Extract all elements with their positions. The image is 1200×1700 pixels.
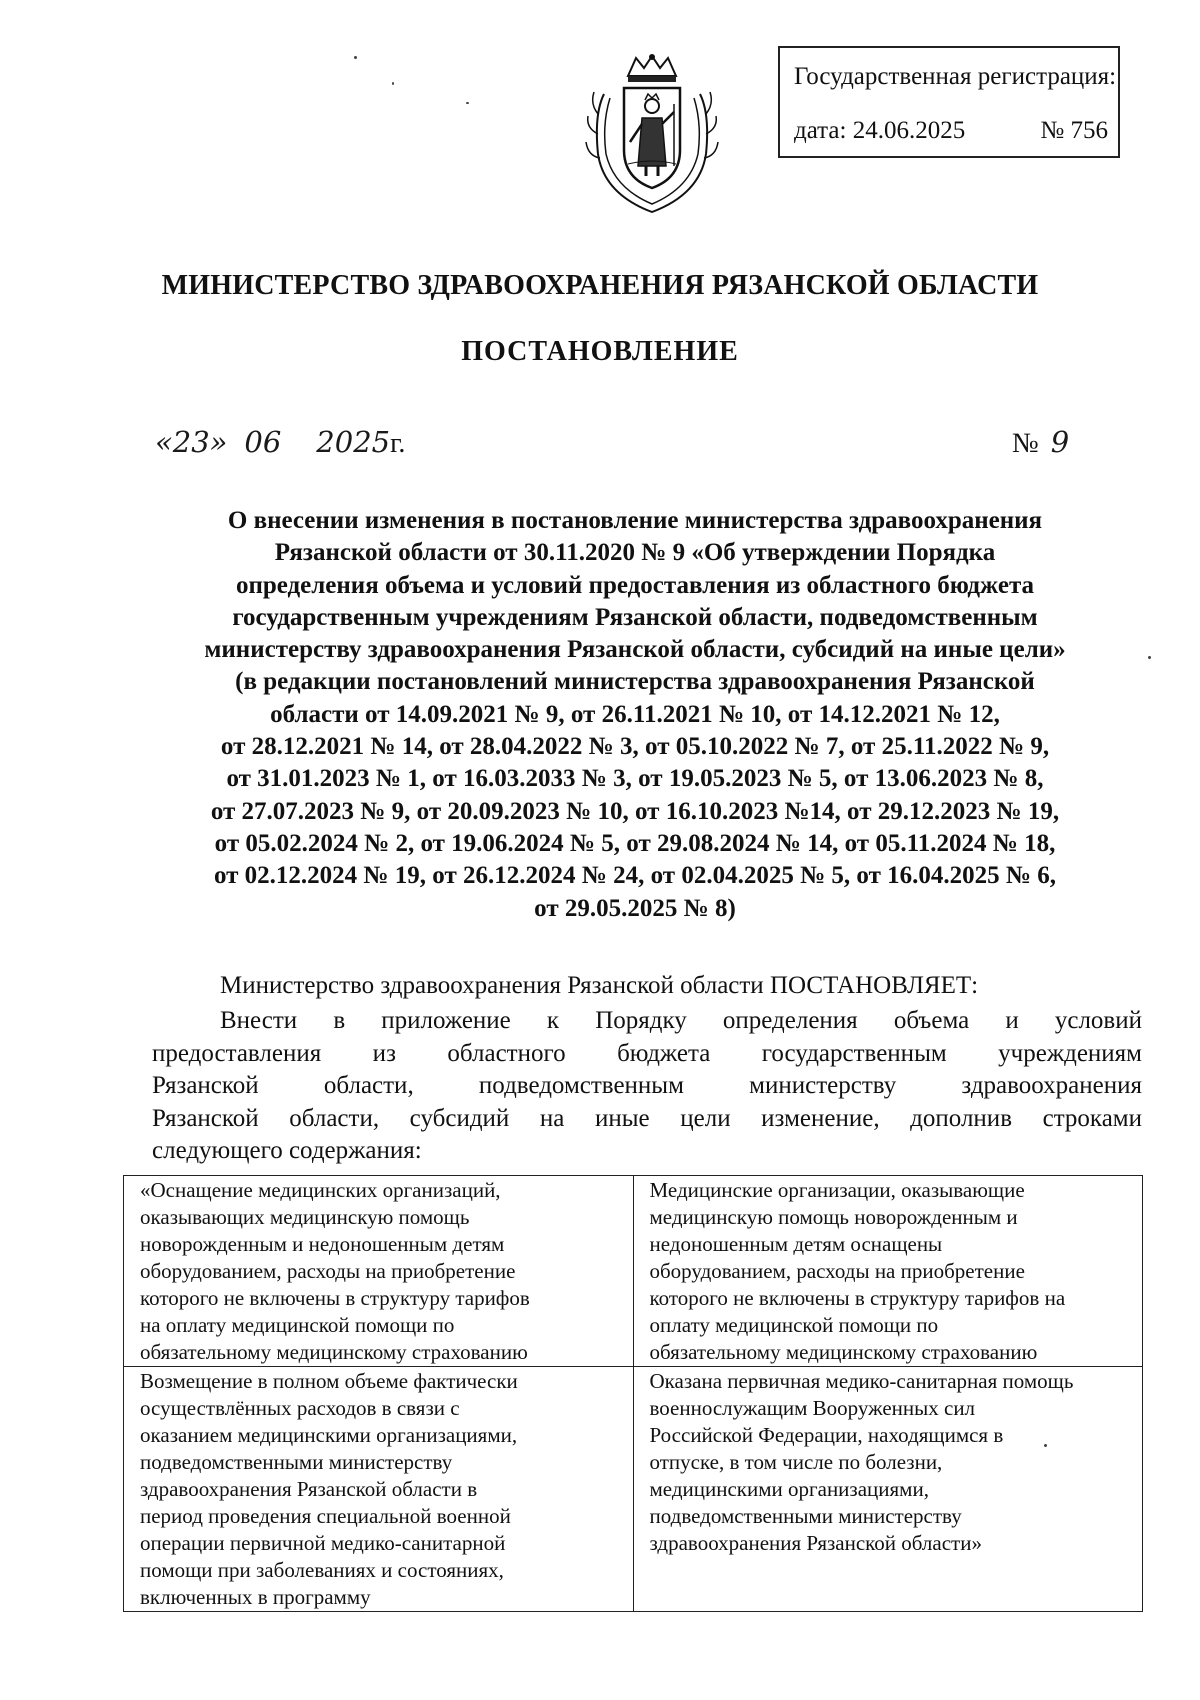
- title-line: от 27.07.2023 № 9, от 20.09.2023 № 10, от 16.10.2023 №14, от 29.12.2023 № 19,: [210, 797, 1060, 825]
- cell-line: оборудованием, расходы на приобретение: [140, 1259, 516, 1283]
- paragraph-line: Рязанской области, подведомственным министерству здравоохранения: [152, 1072, 1142, 1099]
- cell-line: период проведения специальной военной: [140, 1504, 511, 1528]
- cell-line: на оплату медицинской помощи по: [140, 1313, 455, 1337]
- document-type: ПОСТАНОВЛЕНИЕ: [461, 336, 739, 367]
- title-line: от 29.05.2025 № 8): [534, 894, 736, 922]
- cell-line: Российской Федерации, находящимся в: [649, 1423, 1004, 1447]
- decree-statement: Министерство здравоохранения Рязанской области ПОСТАНОВЛЯЕТ:: [220, 972, 979, 999]
- cell-line: недоношенным детям оснащены: [649, 1232, 943, 1256]
- decree-number-label: №: [1012, 428, 1039, 459]
- title-line: Рязанской области от 30.11.2020 № 9 «Об утверждении Порядка: [274, 539, 996, 567]
- cell-line: Возмещение в полном объеме фактически: [140, 1369, 518, 1393]
- coat-of-arms-icon: [584, 54, 720, 216]
- table-cell-result: [633, 1367, 1143, 1612]
- registration-title: Государственная регистрация:: [794, 63, 1117, 90]
- paragraph-line: предоставления из областного бюджета государственным учреждениям: [152, 1039, 1142, 1067]
- signing-day: «23»: [155, 425, 228, 459]
- cell-line: обязательному медицинскому страхованию: [140, 1340, 528, 1364]
- cell-line: медицинскую помощь новорожденным и: [649, 1205, 1018, 1229]
- cell-line: отпуске, в том числе по болезни,: [649, 1450, 943, 1474]
- cell-line: подведомственными министерству: [649, 1504, 962, 1528]
- cell-line: оборудованием, расходы на приобретение: [649, 1259, 1025, 1283]
- title-line: О внесении изменения в постановление министерства здравоохранения: [227, 507, 1043, 534]
- signing-year: 2025: [316, 425, 391, 459]
- registration-number: № 756: [1040, 117, 1108, 144]
- cell-line: подведомственными министерству: [140, 1450, 453, 1474]
- cell-line: осуществлённых расходов в связи с: [140, 1396, 460, 1420]
- table-cell-purpose: [124, 1176, 634, 1367]
- changes-table: [123, 1175, 1143, 1612]
- cell-line: обязательному медицинскому страхованию: [649, 1340, 1038, 1364]
- cell-line: здравоохранения Рязанской области»: [649, 1531, 982, 1555]
- table-row: [124, 1176, 1143, 1367]
- registration-stamp: [778, 46, 1120, 158]
- paragraph-line: следующего содержания:: [152, 1137, 422, 1164]
- signing-year-suffix: г.: [390, 428, 406, 459]
- document-title: [140, 505, 1130, 925]
- cell-line: здравоохранения Рязанской области в: [140, 1477, 478, 1501]
- cell-line: медицинскими организациями,: [649, 1477, 929, 1501]
- title-line: министерству здравоохранения Рязанской области, субсидий на иные цели»: [204, 636, 1066, 664]
- title-line: определения объема и условий предоставления из областного бюджета: [235, 571, 1035, 599]
- ministry-name: МИНИСТЕРСТВО ЗДРАВООХРАНЕНИЯ РЯЗАНСКОЙ ОБЛАСТИ: [161, 270, 1039, 301]
- title-line: государственным учреждениям Рязанской области, подведомственным: [232, 603, 1038, 631]
- paragraph-line: Рязанской области, субсидий на иные цели изменение, дополнив строками: [152, 1104, 1142, 1132]
- body-paragraph: [152, 1005, 1142, 1168]
- title-line: области от 14.09.2021 № 9, от 26.11.2021 № 10, от 14.12.2021 № 12,: [270, 700, 1000, 728]
- title-line: от 31.01.2023 № 1, от 16.03.2033 № 3, от 19.05.2023 № 5, от 13.06.2023 № 8,: [226, 765, 1044, 793]
- scan-speck: [354, 56, 357, 59]
- signing-date: [155, 425, 405, 460]
- title-line: от 28.12.2021 № 14, от 28.04.2022 № 3, от 05.10.2022 № 7, от 25.11.2022 № 9,: [220, 733, 1050, 761]
- cell-line: которого не включены в структуру тарифов на: [649, 1286, 1066, 1310]
- table-cell-purpose: [124, 1367, 634, 1612]
- cell-line: операции первичной медико-санитарной: [140, 1531, 506, 1555]
- cell-line: оказанием медицинскими организациями,: [140, 1423, 518, 1447]
- cell-line: помощи при заболеваниях и состояниях,: [140, 1558, 504, 1582]
- scan-speck: [466, 102, 469, 104]
- table-cell-result: [633, 1176, 1143, 1367]
- cell-line: которого не включены в структуру тарифов: [140, 1286, 530, 1310]
- registration-date: 24.06.2025: [852, 117, 966, 144]
- paragraph-line: Внести в приложение к Порядку определения объема и условий: [220, 1007, 1142, 1034]
- cell-line: оплату медицинской помощи по: [649, 1313, 939, 1337]
- cell-line: включенных в программу: [140, 1585, 371, 1609]
- scan-speck: [1044, 1444, 1047, 1447]
- cell-line: «Оснащение медицинских организаций,: [140, 1178, 501, 1202]
- decree-number: [1012, 425, 1069, 460]
- cell-line: военнослужащим Вооруженных сил: [649, 1396, 976, 1420]
- title-line: от 02.12.2024 № 19, от 26.12.2024 № 24, от 02.04.2025 № 5, от 16.04.2025 № 6,: [213, 862, 1057, 890]
- scan-speck: [1148, 656, 1151, 659]
- scan-speck: [392, 82, 394, 85]
- signing-month: 06: [244, 425, 282, 459]
- table-row: [124, 1367, 1143, 1612]
- registration-details: [794, 118, 1108, 143]
- cell-line: Оказана первичная медико-санитарная помощь: [649, 1369, 1074, 1393]
- decree-number-value: 9: [1050, 425, 1070, 459]
- registration-date-label: дата:: [794, 117, 847, 144]
- title-line: от 05.02.2024 № 2, от 19.06.2024 № 5, от 29.08.2024 № 14, от 05.11.2024 № 18,: [214, 829, 1056, 857]
- cell-line: новорожденным и недоношенным детям: [140, 1232, 505, 1256]
- cell-line: оказывающих медицинскую помощь: [140, 1205, 470, 1229]
- cell-line: Медицинские организации, оказывающие: [649, 1178, 1025, 1202]
- title-line: (в редакции постановлений министерства здравоохранения Рязанской: [235, 668, 1035, 696]
